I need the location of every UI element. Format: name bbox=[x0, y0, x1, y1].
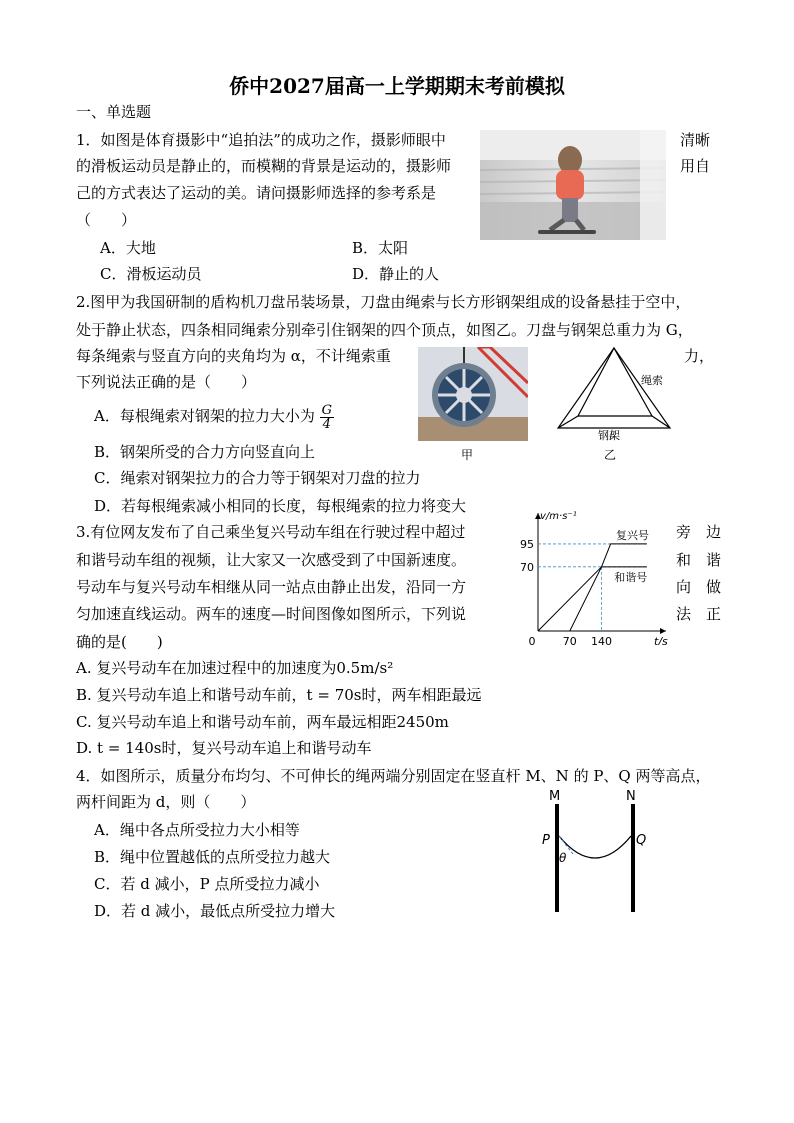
q2-line1: 2.图甲为我国研制的盾构机刀盘吊装场景，刀盘由绳索与长方形钢架组成的设备悬挂于空中， bbox=[76, 293, 691, 311]
label-p: P bbox=[542, 833, 550, 848]
fraction-denominator: 4 bbox=[322, 416, 331, 432]
q3-line1: 3.有位网友发布了自己乘坐复兴号动车组在行驶过程中超过 bbox=[76, 523, 466, 541]
caption-a: 甲 bbox=[461, 448, 474, 462]
label-n: N bbox=[626, 789, 636, 804]
q2-line2: 处于静止状态，四条相同绳索分别牵引住钢架的四个顶点，如图乙。刀盘与钢架总重力为 G， bbox=[76, 321, 693, 339]
q3-option-c[interactable]: C. 复兴号动车追上和谐号动车前，两车最远相距2450m bbox=[76, 713, 449, 731]
rope bbox=[559, 836, 631, 858]
q3-line2-right: 和 谐 bbox=[676, 551, 722, 569]
q1-line2: 的滑板运动员是静止的，而模糊的背景是运动的，摄影师 bbox=[76, 157, 452, 175]
q4-option-a[interactable]: A．绳中各点所受拉力大小相等 bbox=[94, 821, 300, 839]
q1-line2-right: 用自 bbox=[680, 157, 711, 175]
q3-option-a[interactable]: A. 复兴号动车在加速过程中的加速度为0.5m/s² bbox=[76, 659, 394, 677]
fraction-numerator: G bbox=[321, 402, 333, 418]
series-label-fuxing: 复兴号 bbox=[616, 528, 650, 542]
q3-line2: 和谐号动车组的视频，让大家又一次感受到了中国新速度。 bbox=[76, 551, 467, 569]
q1-option-c[interactable]: C．滑板运动员 bbox=[100, 265, 202, 283]
tunnel-boring-machine-photo bbox=[418, 347, 528, 441]
q3-line3: 号动车与复兴号动车相继从同一站点由静止出发，沿同一方 bbox=[76, 578, 467, 596]
q4-line1: 4．如图所示，质量分布均匀、不可伸长的绳两端分别固定在竖直杆 M、N 的 P、Q 两等高点， bbox=[76, 767, 711, 785]
q3-line3-right: 向 做 bbox=[676, 578, 722, 596]
y-tick-label: 70 bbox=[520, 560, 534, 574]
q3-line5: 确的是( ) bbox=[76, 633, 163, 651]
q4-line2: 两杆间距为 d，则（ ） bbox=[76, 793, 256, 811]
q2-option-a-text: A．每根绳索对钢架的拉力大小为 bbox=[94, 407, 315, 425]
label-rope: 绳索 bbox=[641, 374, 663, 387]
q3-option-d[interactable]: D. t = 140s时，复兴号动车追上和谐号动车 bbox=[76, 739, 372, 757]
q1-option-b[interactable]: B．太阳 bbox=[352, 239, 409, 257]
q4-option-b[interactable]: B．绳中位置越低的点所受拉力越大 bbox=[94, 848, 331, 866]
velocity-time-chart bbox=[510, 505, 670, 645]
q1-line4: （ ） bbox=[76, 211, 137, 229]
q1-line3: 己的方式表达了运动的美。请问摄影师选择的参考系是 bbox=[76, 184, 437, 202]
series-label-hexie: 和谐号 bbox=[614, 570, 648, 584]
x-tick-label: 140 bbox=[591, 635, 613, 645]
q1-line1-right: 清晰 bbox=[680, 131, 711, 149]
q2-option-d[interactable]: D．若每根绳索减小相同的长度，每根绳索的拉力将变大 bbox=[94, 497, 467, 515]
q1-option-d[interactable]: D．静止的人 bbox=[352, 265, 440, 283]
q2-option-a[interactable] bbox=[94, 400, 334, 432]
label-m: M bbox=[549, 789, 561, 804]
q2-line3: 每条绳索与竖直方向的夹角均为 α，不计绳索重 bbox=[76, 347, 391, 365]
x-tick-label: 0 bbox=[528, 635, 536, 645]
q2-option-b[interactable]: B．钢架所受的合力方向竖直向上 bbox=[94, 443, 316, 461]
label-frame: 钢架 bbox=[598, 429, 620, 442]
q2-line3-right: 力， bbox=[684, 347, 715, 365]
page-title: 侨中2027届高一上学期期末考前模拟 bbox=[229, 74, 565, 98]
rope-poles-diagram bbox=[535, 788, 655, 918]
q3-line1-right: 旁 边 bbox=[676, 523, 722, 541]
skateboarder-photo bbox=[480, 130, 666, 240]
y-tick-label: 95 bbox=[520, 537, 534, 551]
q1-line1: 1．如图是体育摄影中“追拍法”的成功之作，摄影师眼中 bbox=[76, 131, 446, 149]
pole-n bbox=[631, 804, 635, 912]
q3-line4-right: 法 正 bbox=[676, 605, 722, 623]
q3-option-b[interactable]: B. 复兴号动车追上和谐号动车前，t = 70s时，两车相距最远 bbox=[76, 686, 482, 704]
caption-b: 乙 bbox=[604, 448, 617, 462]
y-axis-label: v/m·s⁻¹ bbox=[540, 511, 577, 522]
label-theta: θ bbox=[559, 851, 567, 865]
q4-option-d[interactable]: D．若 d 减小，最低点所受拉力增大 bbox=[94, 902, 336, 920]
x-tick-label: 70 bbox=[562, 635, 577, 645]
q3-line4: 匀加速直线运动。两车的速度—时间图像如图所示，下列说 bbox=[76, 605, 467, 623]
q1-option-a[interactable]: A．大地 bbox=[100, 239, 156, 257]
label-q: Q bbox=[636, 833, 647, 848]
q2-line4: 下列说法正确的是（ ） bbox=[76, 373, 257, 391]
x-axis-label: t/s bbox=[654, 635, 668, 645]
x-axis-arrow bbox=[660, 628, 666, 634]
q2-option-c[interactable]: C．绳索对钢架拉力的合力等于钢架对刀盘的拉力 bbox=[94, 469, 421, 487]
fraction bbox=[320, 404, 334, 431]
section-heading: 一、单选题 bbox=[76, 103, 152, 121]
q4-option-c[interactable]: C．若 d 减小，P 点所受拉力减小 bbox=[94, 875, 320, 893]
